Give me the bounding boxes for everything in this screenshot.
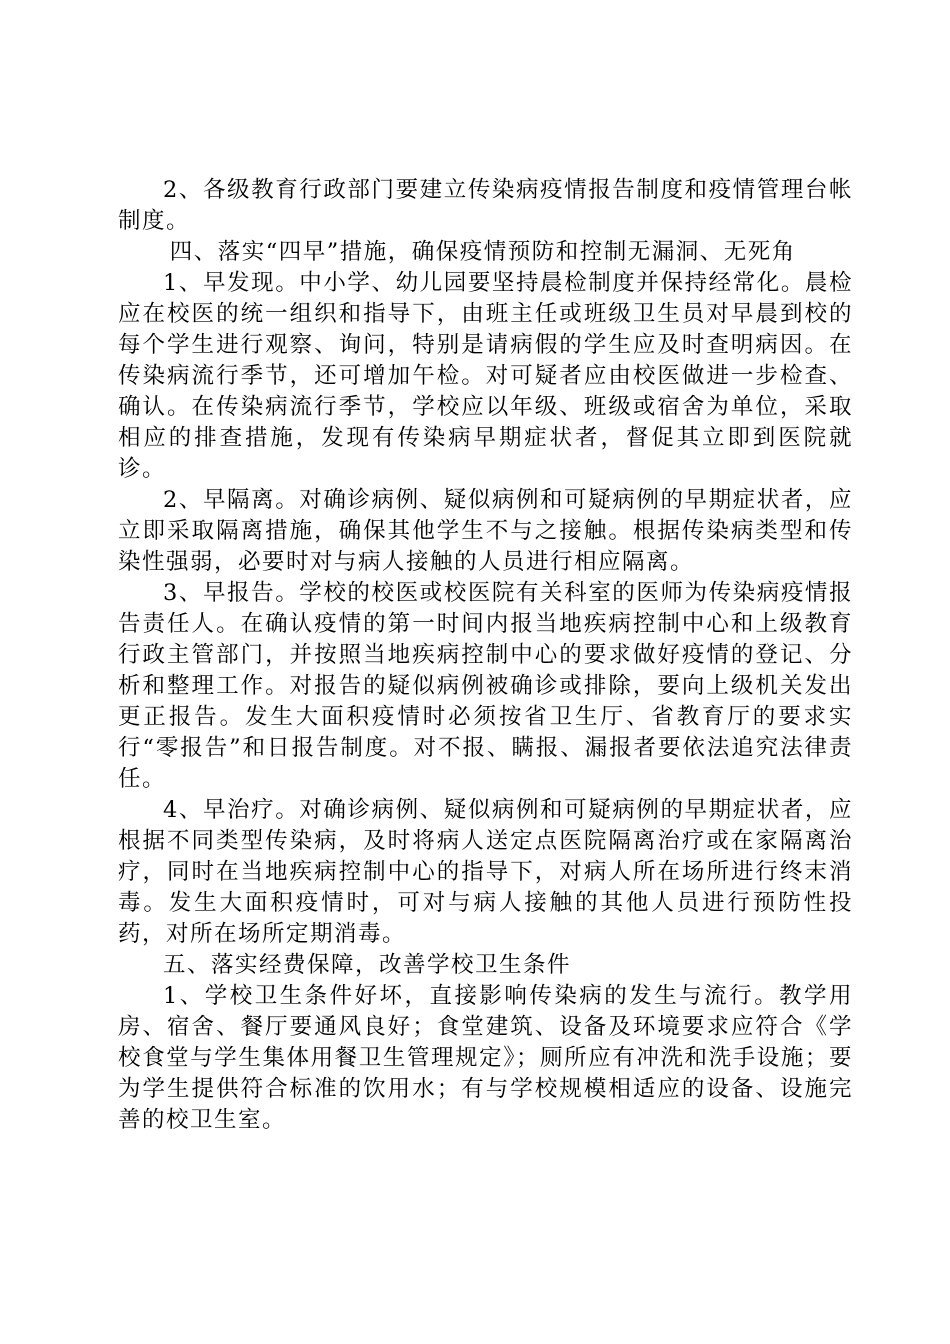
document-body [118,175,853,1136]
paragraph-early-isolation: 2、早隔离。对确诊病例、疑似病例和可疑病例的早期症状者，应立即采取隔离措施，确保其他学生不与之接触。根据传染病类型和传染性强弱，必要时对与病人接触的人员进行相应隔离。 [118,487,853,575]
section-heading-four-early: 四、落实“四早”措施，确保疫情预防和控制无漏洞、无死角 [169,239,796,265]
paragraph-early-detection: 1、早发现。中小学、幼儿园要坚持晨检制度并保持经常化。晨检应在校医的统一组织和指导下，由班主任或班级卫生员对早晨到校的每个学生进行观察、询问，特别是请病假的学生应及时查明病因。在传染病流行季节，还可增加午检。对可疑者应由校医做进一步检查、确认。在传染病流行季节，学校应以年级、班级或宿舍为单位，采取相应的排查措施，发现有传染病早期症状者，督促其立即到医院就诊。 [118,270,853,482]
paragraph-sanitary-conditions: 1、学校卫生条件好坏，直接影响传染病的发生与流行。教学用房、宿舍、餐厅要通风良好；食堂建筑、设备及环境要求应符合《学校食堂与学生集体用餐卫生管理规定》；厕所应有冲洗和洗手设施；要为学生提供符合标准的饮用水；有与学校规模相适应的设备、设施完善的校卫生室。 [118,983,853,1133]
section-heading-funding: 五、落实经费保障，改善学校卫生条件 [163,952,572,978]
paragraph-early-treatment: 4、早治疗。对确诊病例、疑似病例和可疑病例的早期症状者，应根据不同类型传染病，及时将病人送定点医院隔离治疗或在家隔离治疗，同时在当地疾病控制中心的指导下，对病人所在场所进行终末消毒。发生大面积疫情时，可对与病人接触的其他人员进行预防性投药，对所在场所定期消毒。 [118,797,853,947]
paragraph-reporting-system: 2、各级教育行政部门要建立传染病疫情报告制度和疫情管理台帐制度。 [118,177,853,234]
paragraph-early-reporting: 3、早报告。学校的校医或校医院有关科室的医师为传染病疫情报告责任人。在确认疫情的第一时间内报当地疾病控制中心和上级教育行政主管部门，并按照当地疾病控制中心的要求做好疫情的登记、分析和整理工作。对报告的疑似病例被确诊或排除，要向上级机关发出更正报告。发生大面积疫情时必须按省卫生厅、省教育厅的要求实行“零报告”和日报告制度。对不报、瞒报、漏报者要依法追究法律责任。 [118,580,853,792]
